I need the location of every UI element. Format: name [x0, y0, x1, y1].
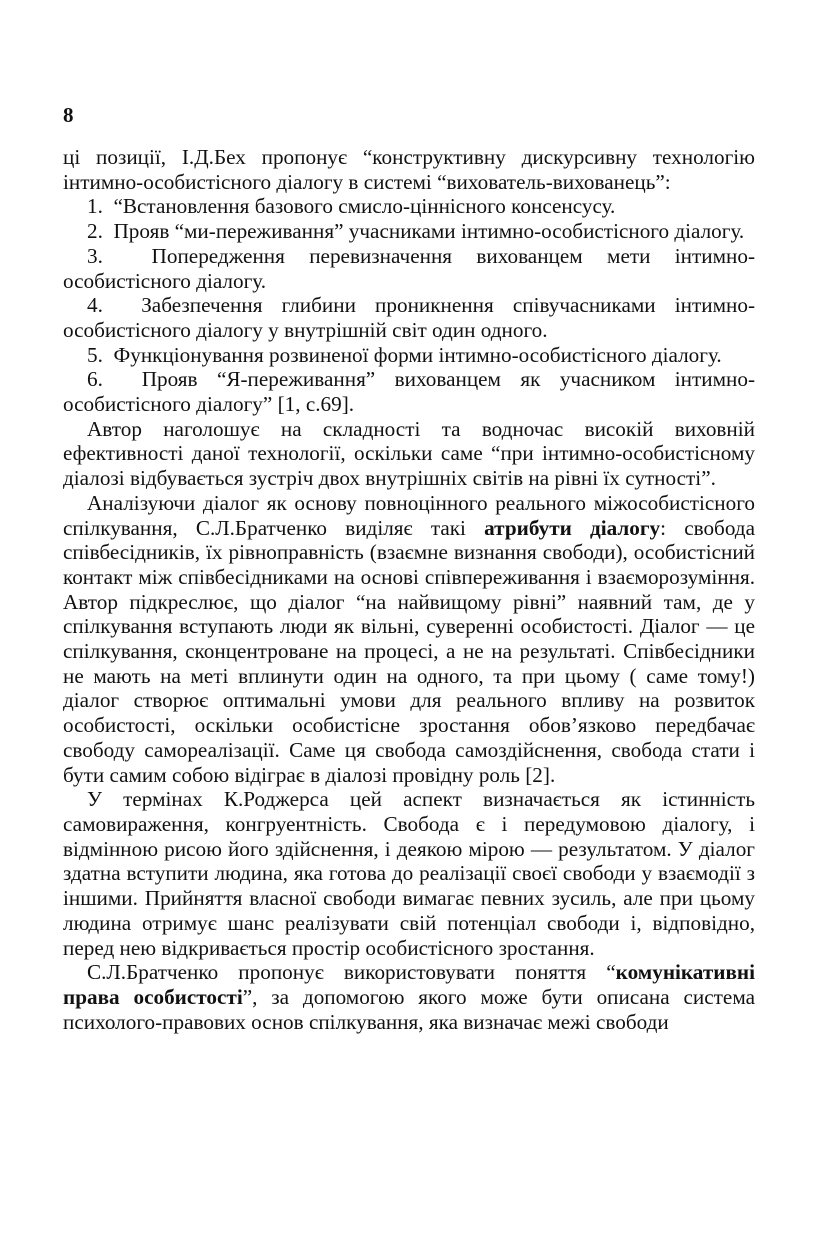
- intro-paragraph: ці позиції, І.Д.Бех пропонує “конструктивну дискурсивну технологію інтимно-особистісного діалогу в системі “вихователь-вихованець”:: [63, 145, 755, 194]
- body-text: [63, 145, 755, 1034]
- list-item-4: 4. Забезпечення глибини проникнення співучасниками інтимно-особистісного діалогу у внутрішній світ один одного.: [63, 293, 755, 342]
- list-item-2: 2. Прояв “ми-переживання” учасниками інтимно-особистісного діалогу.: [87, 219, 745, 244]
- list-item-6: 6. Прояв “Я-переживання” вихованцем як учасником інтимно-особистісного діалогу” [1, с.69].: [63, 367, 755, 417]
- list-item-3: 3. Попередження перевизначення вихованцем мети інтимно-особистісного діалогу.: [63, 243, 755, 293]
- analysis-text-start: Аналізуючи діалог як основу повноцінного реального міжособистісного спілкування, С.Л.Братченко виділяє такі: [63, 490, 755, 540]
- list-item-1: 1. “Встановлення базового смисло-ціннісного консенсусу.: [87, 194, 616, 219]
- analysis-paragraph: [63, 491, 755, 787]
- analysis-text-end: : свобода співбесідників, їх рівноправність (взаємне визнання свободи), особистісний контакт між співбесідниками на основі співпереживання і взаєморозуміння. Автор підкреслює, що діалог “на найвищому рівні” наявний там, де у спілкування вступають люди як вільні, суверенні особистості. Діалог — це спілкування, сконцентроване на процесі, а не на результаті. Співбесідники не мають на меті вплинути один на одного, та при цьому ( саме тому!) діалог створює оптимальні умови для реального впливу на розвиток особистості, оскільки особистісне зростання обов’язково передбачає свободу самореалізації. Саме ця свобода самоздійснення, свобода стати і бути самим собою відіграє в діалозі провідну роль [2].: [63, 515, 755, 787]
- rogers-paragraph: У термінах К.Роджерса цей аспект визначається як істинність самовираження, конгруентність. Свобода є і передумовою діалогу, і відмінною рисою його здійснення, і деякою мірою — результатом. У діалог здатна вступити людина, яка готова до реалізації своєї свободи у взаємодії з іншими. Прийняття власної свободи вимагає певних зусиль, але при цьому людина отримує шанс реалізувати свій потенціал свободи і, відповідно, перед нею відкривається простір особистісного зростання.: [63, 787, 755, 960]
- rights-text-end: ”, за допомогою якого може бути описана система психолого-правових основ спілкування, яка визначає межі свободи: [63, 984, 755, 1034]
- dialogue-attributes-term: атрибути діалогу: [484, 515, 661, 540]
- page-number: 8: [63, 103, 74, 127]
- author-paragraph: Автор наголошує на складності та водночас високій виховній ефективності даної технології, оскільки саме “при інтимно-особистісному діалозі відбувається зустріч двох внутрішніх світів на рівні їх сутності”.: [63, 416, 755, 491]
- rights-text-start: С.Л.Братченко пропонує використовувати поняття “: [87, 960, 616, 985]
- rights-paragraph: [63, 960, 755, 1034]
- list-item-5: 5. Функціонування розвиненої форми інтимно-особистісного діалогу.: [87, 342, 722, 367]
- communicative-rights-term: комунікативні права особистості: [63, 960, 755, 1009]
